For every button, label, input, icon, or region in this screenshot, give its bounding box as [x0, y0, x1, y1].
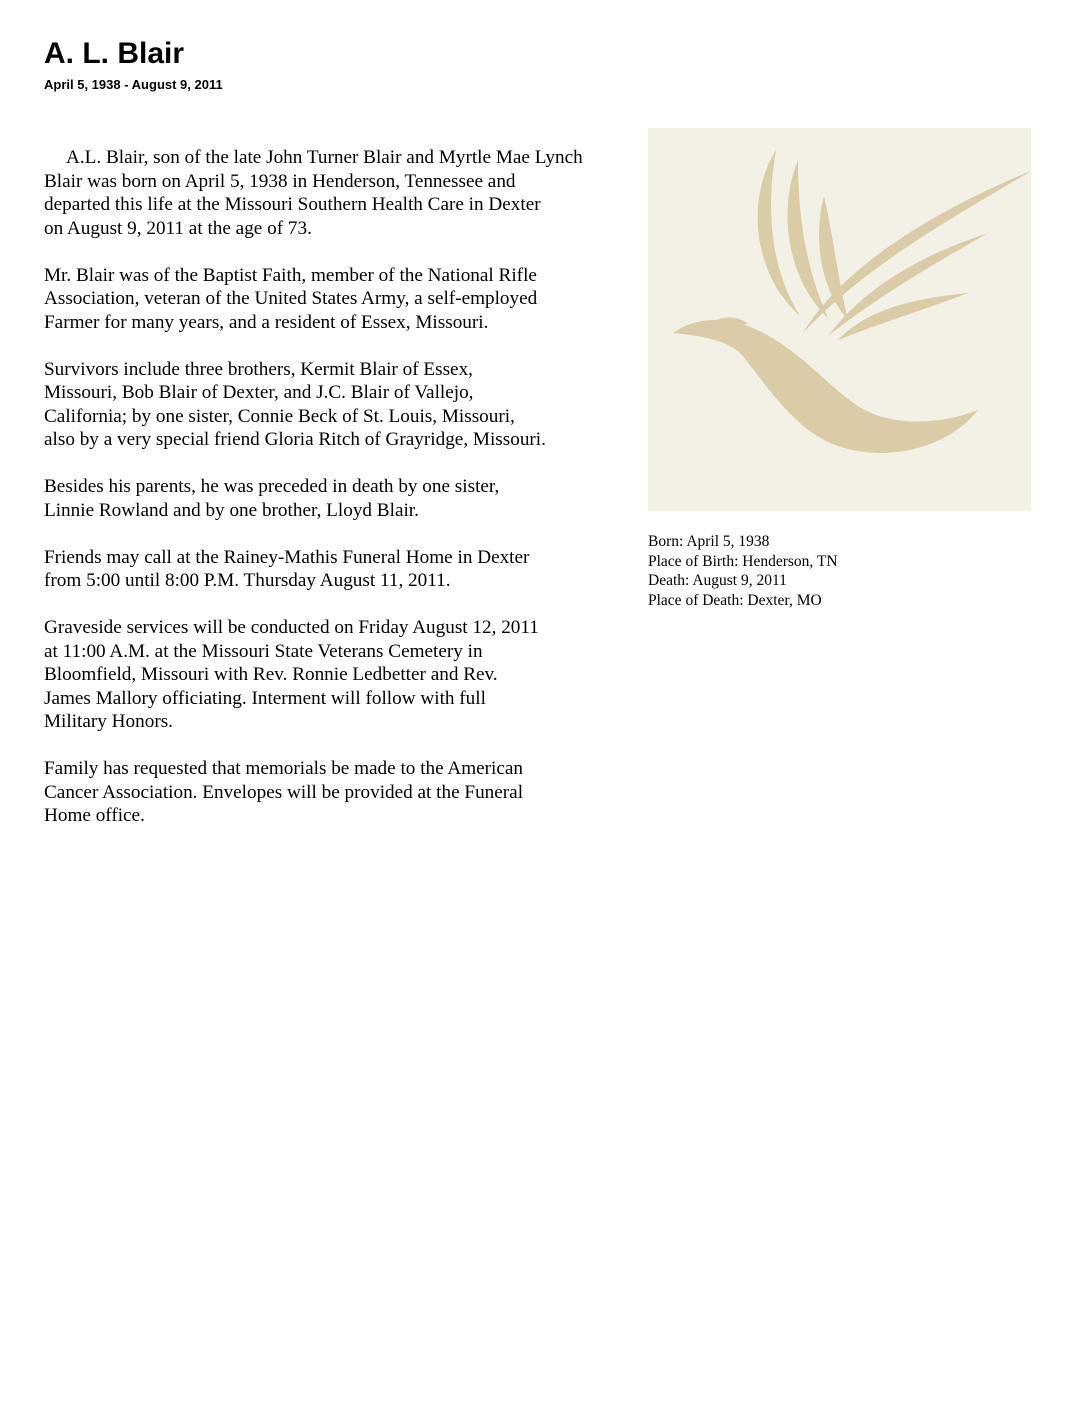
- obituary-paragraph-survivors: Survivors include three brothers, Kermit Blair of Essex, Missouri, Bob Blair of Dexter, and J.C. Blair of Vallejo, California; by one sister, Connie Beck of St. Louis, Missouri, also by a very special friend Gloria Ritch of Grayridge, Missouri.: [44, 358, 546, 450]
- obituary-paragraph-visitation: Friends may call at the Rainey-Mathis Funeral Home in Dexter from 5:00 until 8:00 P.M. Thursday August 11, 2011.: [44, 546, 530, 591]
- life-dates: April 5, 1938 - August 9, 2011: [44, 77, 223, 92]
- fact-place-of-death: Place of Death: Dexter, MO: [648, 591, 822, 609]
- obituary-paragraph-memorials: Family has requested that memorials be made to the American Cancer Association. Envelopes will be provided at the Funeral Home office.: [44, 758, 524, 826]
- obituary-paragraph-intro: A.L. Blair, son of the late John Turner Blair and Myrtle Mae Lynch Blair was born on April 5, 1938 in Henderson, Tennessee and departed this life at the Missouri Southern Health Care in Dexter on August 9, 2011 at the age of 73.: [44, 147, 583, 239]
- dove-icon: [648, 128, 1031, 511]
- vital-facts: [648, 532, 838, 610]
- obituary-text: [44, 146, 644, 851]
- fact-born: Born: April 5, 1938: [648, 533, 770, 550]
- obituary-paragraph-life: Mr. Blair was of the Baptist Faith, member of the National Rifle Association, veteran of the United States Army, a self-employed Farmer for many years, and a resident of Essex, Missouri.: [44, 264, 538, 333]
- obituary-paragraph-services: Graveside services will be conducted on Friday August 12, 2011 at 11:00 A.M. at the Missouri State Veterans Cemetery in Bloomfield, Missouri with Rev. Ronnie Ledbetter and Rev. James Mallory officiating. Interment will follow with full Military Honors.: [44, 617, 539, 732]
- obituary-paragraph-preceded: Besides his parents, he was preceded in death by one sister, Linnie Rowland and by one brother, Lloyd Blair.: [44, 476, 500, 521]
- memorial-photo: [648, 128, 1031, 511]
- obituary-header: [44, 36, 223, 94]
- fact-death: Death: August 9, 2011: [648, 572, 787, 589]
- deceased-name: A. L. Blair: [44, 37, 185, 70]
- fact-place-of-birth: Place of Birth: Henderson, TN: [648, 552, 838, 570]
